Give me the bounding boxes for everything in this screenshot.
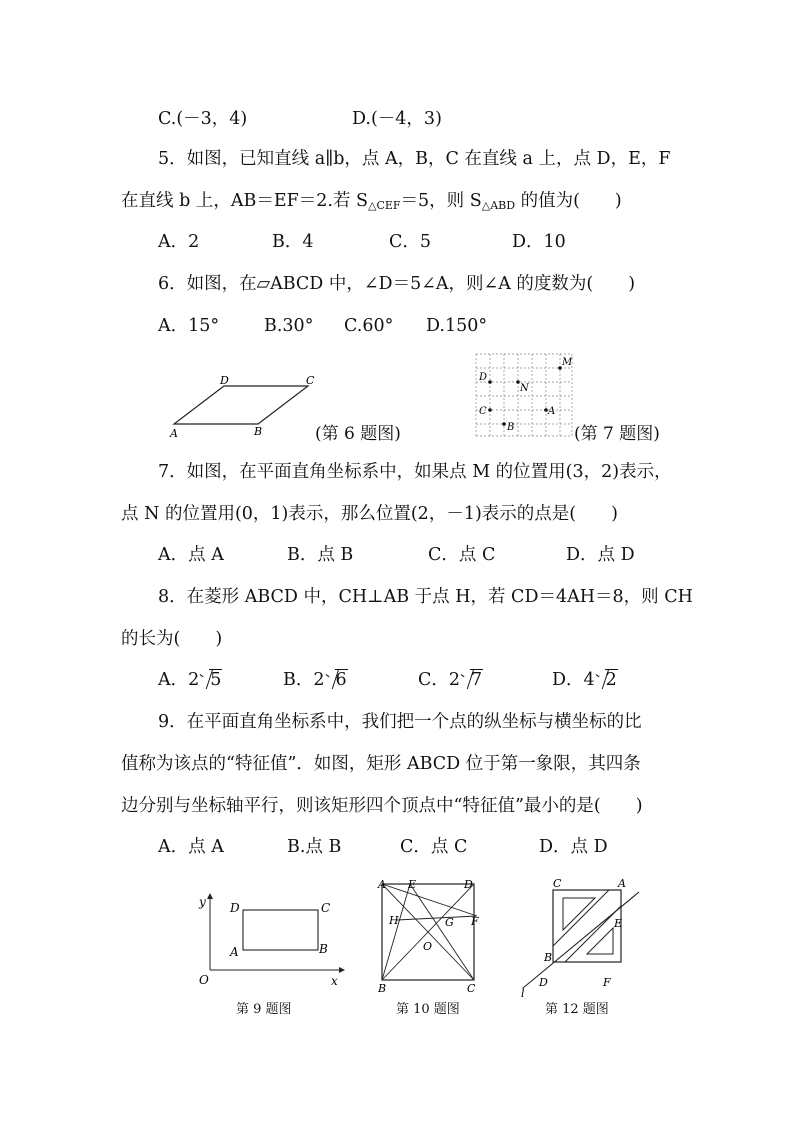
fig6-parallelogram xyxy=(160,370,320,442)
q8-a-label: A． xyxy=(158,670,189,690)
q5-option-d: D．10 xyxy=(512,232,566,252)
fig10-label-f: F xyxy=(471,915,479,928)
q5-option-c: C．5 xyxy=(389,232,432,252)
q6-option-b: B.30° xyxy=(264,316,314,336)
fig12-triangle-rulers xyxy=(515,876,645,1001)
fig7-grid xyxy=(474,352,574,438)
q5-option-b: B．4 xyxy=(272,232,314,252)
fig7-label-m: M xyxy=(562,357,573,368)
ruler-shapes xyxy=(553,890,621,962)
q8-b-coef: 2 xyxy=(313,670,325,690)
fig7-label-c: C xyxy=(479,406,487,417)
q8-a-radicand: 5 xyxy=(210,670,222,690)
fig12-label-f: F xyxy=(603,976,611,989)
q8-option-c xyxy=(418,668,483,692)
fig7-label-a: A xyxy=(548,406,556,417)
q7-line2: 点 N 的位置用(0，1)表示，那么位置(2，－1)表示的点是( ) xyxy=(121,504,618,524)
q5-sub-cef: △CEF xyxy=(368,199,401,212)
fig9-coordinate-rectangle xyxy=(190,890,350,1000)
q8-option-d xyxy=(552,668,618,692)
q8-c-label: C． xyxy=(418,670,449,690)
q4-option-d: D.(－4，3) xyxy=(352,109,442,129)
grid-lines xyxy=(476,354,572,436)
point-b xyxy=(502,422,506,426)
fig6-label-a: A xyxy=(170,427,178,440)
q8-b-radicand: 6 xyxy=(335,670,347,690)
q8-a-coef: 2 xyxy=(188,670,200,690)
q9-line1: 9．在平面直角坐标系中，我们把一个点的纵坐标与横坐标的比 xyxy=(158,712,642,732)
point-c xyxy=(488,408,492,412)
sqrt-sign xyxy=(595,668,618,692)
q9-line3: 边分别与坐标轴平行，则该矩形四个顶点中“特征值”最小的是( ) xyxy=(121,796,643,816)
fig9-label-y: y xyxy=(199,895,206,909)
fig10-label-d: D xyxy=(464,878,473,891)
q9-option-d: D．点 D xyxy=(539,837,608,857)
construction-lines xyxy=(382,884,477,980)
fig9-label-c: C xyxy=(321,901,331,915)
q4-option-c: C.(－3，4) xyxy=(158,109,248,129)
q6-line1: 6．如图，在▱ABCD 中，∠D＝5∠A，则∠A 的度数为( ) xyxy=(158,274,636,294)
fig6-label-b: B xyxy=(254,425,263,438)
q5-line1: 5．如图，已知直线 a∥b，点 A，B，C 在直线 a 上，点 D，E，F xyxy=(158,149,671,169)
sqrt-sign xyxy=(460,668,483,692)
sqrt-sign xyxy=(199,668,222,692)
q6-option-c: C.60° xyxy=(344,316,394,336)
fig10-square-diagram xyxy=(372,876,492,996)
fig9-label-d: D xyxy=(230,901,240,915)
fig10-label-o: O xyxy=(423,940,433,953)
q8-b-label: B． xyxy=(283,670,314,690)
fig12-label-a: A xyxy=(618,877,626,890)
fig6-caption: (第 6 题图) xyxy=(315,424,401,444)
fig9-label-b: B xyxy=(319,942,328,956)
q7-option-d: D．点 D xyxy=(566,545,635,565)
q5-option-a: A．2 xyxy=(158,232,200,252)
q5-line2-part-b: ＝5，则 S xyxy=(400,191,482,211)
q9-line2: 值称为该点的“特征值”．如图，矩形 ABCD 位于第一象限，其四条 xyxy=(121,754,641,774)
fig9-label-x: x xyxy=(331,974,338,988)
q7-option-b: B．点 B xyxy=(287,545,354,565)
fig7-label-b: B xyxy=(507,422,515,433)
q8-option-b xyxy=(283,668,348,692)
q5-line2-part-a: 在直线 b 上，AB＝EF＝2.若 S xyxy=(121,191,368,211)
fig7-label-d: D xyxy=(479,372,488,383)
fig12-label-b: B xyxy=(544,951,553,964)
q6-option-a: A．15° xyxy=(158,316,220,336)
q8-line1: 8．在菱形 ABCD 中，CH⊥AB 于点 H，若 CD＝4AH＝8，则 CH xyxy=(158,587,693,607)
fig6-label-c: C xyxy=(306,374,315,387)
fig12-label-e: E xyxy=(614,917,623,930)
q8-c-radicand: 7 xyxy=(471,670,483,690)
q8-d-radicand: 2 xyxy=(605,670,617,690)
rectangle-abcd xyxy=(243,910,318,950)
fig10-caption: 第 10 题图 xyxy=(396,1002,460,1017)
fig12-caption: 第 12 题图 xyxy=(545,1002,609,1017)
point-d xyxy=(488,380,492,384)
q7-line1: 7．如图，在平面直角坐标系中，如果点 M 的位置用(3，2)表示， xyxy=(158,462,672,482)
fig10-label-e: E xyxy=(408,878,417,891)
fig12-label-l: l xyxy=(521,987,525,1000)
q5-line2-part-c: 的值为( ) xyxy=(515,191,622,211)
fig10-label-c: C xyxy=(467,982,476,995)
fig12-label-d: D xyxy=(539,976,548,989)
q7-option-a: A．点 A xyxy=(158,545,224,565)
q5-line2 xyxy=(121,189,622,218)
fig12-label-c: C xyxy=(553,877,562,890)
fig7-caption: (第 7 题图) xyxy=(574,424,660,444)
q8-d-label: D． xyxy=(552,670,584,690)
fig10-label-a: A xyxy=(378,878,386,891)
q5-sub-abd: △ABD xyxy=(481,199,516,212)
q8-line2: 的长为( ) xyxy=(121,629,223,649)
q9-option-a: A．点 A xyxy=(158,837,224,857)
sqrt-sign xyxy=(325,668,348,692)
fig7-label-n: N xyxy=(520,383,529,394)
fig9-caption: 第 9 题图 xyxy=(236,1002,292,1017)
fig9-label-a: A xyxy=(230,945,239,959)
fig9-label-o: O xyxy=(199,973,209,987)
q8-c-coef: 2 xyxy=(448,670,461,690)
q8-d-coef: 4 xyxy=(583,670,595,690)
parallelogram-shape xyxy=(174,386,308,424)
q9-option-c: C．点 C xyxy=(400,837,468,857)
q6-option-d: D.150° xyxy=(426,316,488,336)
q7-option-c: C．点 C xyxy=(428,545,496,565)
fig6-label-d: D xyxy=(220,374,229,387)
q9-option-b: B.点 B xyxy=(287,837,342,857)
fig10-label-g: G xyxy=(445,916,454,929)
fig10-label-h: H xyxy=(389,914,399,927)
fig10-label-b: B xyxy=(378,982,387,995)
q8-option-a xyxy=(158,668,222,692)
